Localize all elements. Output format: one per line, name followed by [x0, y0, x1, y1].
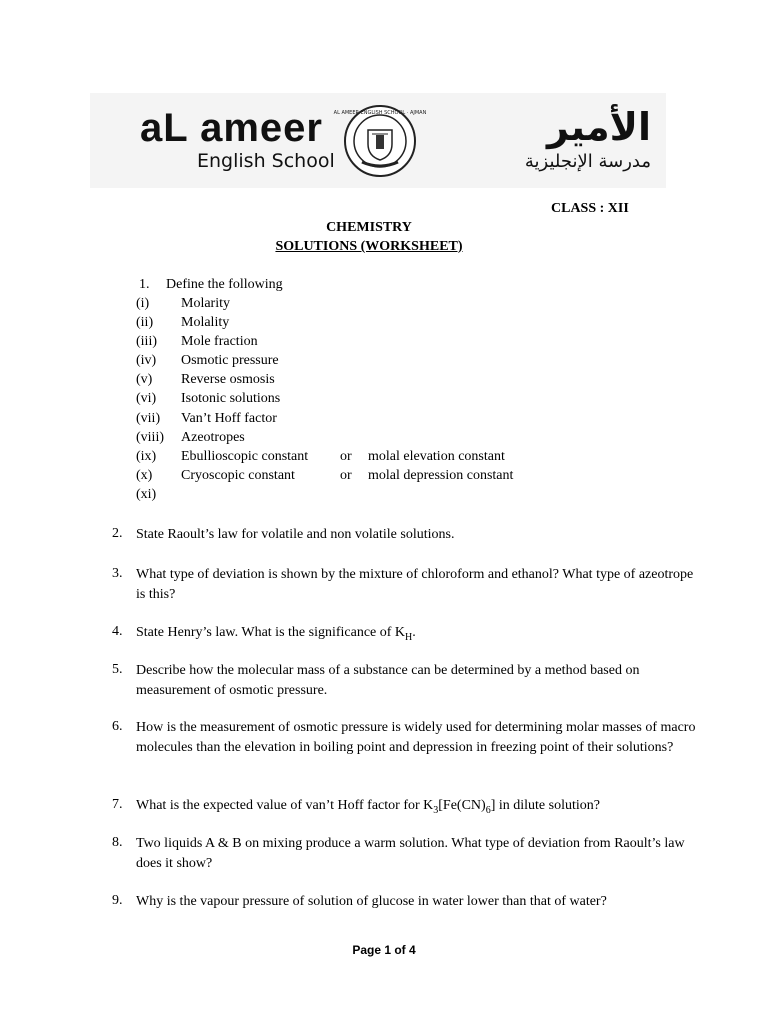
question-number: 5. — [112, 662, 123, 677]
question-text: Why is the vapour pressure of solution of glucose in water lower than that of water? — [136, 894, 607, 909]
list-item-number: (ii) — [136, 315, 154, 330]
list-item-number: (xi) — [136, 487, 157, 502]
list-item-or: or — [340, 449, 352, 464]
question-text: State Henry’s law. What is the significance of $K_H$. — [136, 625, 416, 643]
school-header-banner — [90, 93, 666, 188]
list-item-text: Van’t Hoff factor — [181, 411, 277, 426]
list-item-text: Osmotic pressure — [181, 353, 279, 368]
question-number: 8. — [112, 835, 123, 850]
question-number: 3. — [112, 566, 123, 581]
list-item-number: (v) — [136, 372, 153, 387]
list-item-text: Molarity — [181, 296, 230, 311]
class-label: CLASS : XII — [551, 201, 629, 216]
school-logo-english — [140, 107, 345, 177]
list-item-number: (i) — [136, 296, 150, 311]
question-number: 7. — [112, 797, 123, 812]
question-text: Two liquids A & B on mixing produce a warm solution. What type of deviation from Raoult’s law does it show? — [136, 836, 685, 871]
question-text: What is the expected value of van’t Hoff factor for $K_3[Fe(CN)_6]$ in dilute solution? — [136, 798, 600, 816]
list-item-or: or — [340, 468, 352, 483]
list-item-text: Mole fraction — [181, 334, 258, 349]
list-item-alternate: molal elevation constant — [368, 449, 505, 464]
list-item-text: Molality — [181, 315, 230, 330]
list-item-text: Cryoscopic constant — [181, 468, 295, 483]
question-text: What type of deviation is shown by the mixture of chloroform and ethanol? What type of azeotrope is this? — [136, 567, 694, 602]
subject-title: CHEMISTRY — [326, 220, 412, 235]
list-item-text: Isotonic solutions — [181, 391, 281, 406]
list-item-number: (vi) — [136, 391, 157, 406]
list-item-number: (x) — [136, 468, 153, 483]
question-text: How is the measurement of osmotic pressure is widely used for determining molar masses of macro molecules than the elevation in boiling point and depression in freezing point of their solutions? — [136, 720, 696, 755]
list-item-number: (iii) — [136, 334, 157, 349]
question-number: 4. — [112, 624, 123, 639]
question-1-prompt: Define the following — [166, 277, 283, 292]
list-item-text: Reverse osmosis — [181, 372, 275, 387]
logo-arabic-name: الأمير — [547, 105, 651, 149]
svg-text:AL AMEER ENGLISH SCHOOL · AJMA: AL AMEER ENGLISH SCHOOL · AJMAN — [333, 110, 427, 116]
logo-arabic-subtitle: مدرسة الإنجليزية — [524, 151, 651, 172]
school-logo-arabic — [446, 107, 651, 177]
list-item-number: (iv) — [136, 353, 157, 368]
question-number: 2. — [112, 526, 123, 541]
question-number: 6. — [112, 719, 123, 734]
list-item-text: Azeotropes — [181, 430, 245, 445]
worksheet-title: SOLUTIONS (WORKSHEET) — [275, 239, 463, 254]
school-crest-icon — [333, 104, 427, 183]
list-item-number: (vii) — [136, 411, 161, 426]
question-text: Describe how the molecular mass of a substance can be determined by a method based on measurement of osmotic pressure. — [136, 663, 640, 698]
list-item-alternate: molal depression constant — [368, 468, 514, 483]
list-item-number: (viii) — [136, 430, 164, 445]
list-item-text: Ebullioscopic constant — [181, 449, 309, 464]
page-footer: Page 1 of 4 — [352, 943, 416, 957]
question-number: 9. — [112, 893, 123, 908]
question-1-number: 1. — [139, 277, 150, 292]
list-item-number: (ix) — [136, 449, 157, 464]
question-text: State Raoult’s law for volatile and non volatile solutions. — [136, 527, 455, 542]
logo-english-name: aL ameer — [140, 106, 323, 150]
logo-english-subtitle: English School — [197, 150, 335, 172]
